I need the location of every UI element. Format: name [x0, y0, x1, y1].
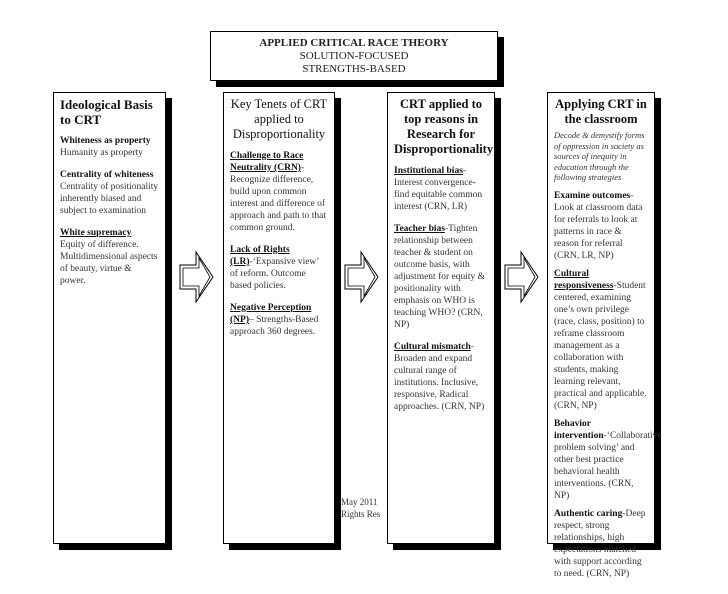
section-body: ‘Expansive view’ of reform. Outcome based policies. [230, 257, 319, 291]
section-body: Broaden and expand cultural range of institutions. Inclusive, responsive, Radical approaches. (CRN, NP) [394, 354, 485, 412]
column-2-title: Key Tenets of CRT applied to Disproportionality [230, 97, 328, 141]
section-np [230, 302, 328, 338]
section-body: Student centered, examining one’s own privilege (race, class, position) to reframe classroom management as a collaboration with students, making learning relevant, practical and applicable. (CRN, NP) [554, 280, 647, 411]
section-heading: Behavior intervention [554, 418, 604, 441]
section-body: ‘Collaborative problem solving’ and other best practice behavioral health interventions. (CRN, NP) [554, 430, 662, 501]
section-heading: Cultural responsiveness [554, 268, 614, 291]
section-dash: - [462, 166, 467, 176]
column-ideological-basis [53, 92, 166, 544]
section-heading: Centrality of whiteness [60, 170, 154, 180]
column-3-title: CRT applied to top reasons in Research for Disproportionality [394, 97, 494, 156]
section-dash: - [603, 430, 607, 441]
footer-date: May 2011 [341, 497, 378, 507]
header-subtitle-1: SOLUTION-FOCUSED [299, 50, 409, 62]
section-body: Tighten relationship between teacher & student on outcome basis, with adjustment for equity & positionality with emphasis on WHO is teaching WHO? (CRN, NP) [394, 224, 486, 330]
column-4-title: Applying CRT in the classroom [555, 97, 647, 126]
arrow-right-icon [180, 252, 214, 302]
section-heading: Challenge to Race Neutrality (CRN) [230, 151, 304, 173]
header-title: APPLIED CRITICAL RACE THEORY [259, 37, 449, 49]
section-heading: Examine outcomes [554, 190, 631, 201]
section-whiteness-property [60, 135, 159, 159]
section-dash: - [622, 508, 626, 519]
section-heading: Cultural mismatch [394, 342, 471, 352]
section-dash: - [613, 280, 617, 291]
arrow-right-icon [505, 252, 539, 302]
section-teacher-bias [394, 223, 488, 331]
section-heading: Institutional bias [394, 166, 463, 176]
header-box [210, 31, 498, 81]
section-cultural-mismatch [394, 341, 488, 413]
section-behavior-intervention [554, 418, 662, 502]
column-1-title: Ideological Basis to CRT [60, 97, 153, 127]
column-crt-research [387, 92, 495, 544]
footer-text [341, 496, 380, 520]
section-institutional-bias [394, 165, 488, 213]
section-authentic-caring [554, 508, 648, 580]
section-heading: Lack of Rights (LR) [230, 245, 290, 267]
section-body: Look at classroom data for referrals to look at patterns in race & reason for referral (CRN, LR, NP) [554, 202, 643, 261]
section-body: Equity of difference. Multidimensional aspects of beauty, virtue & power. [60, 240, 158, 286]
column-4-intro: Decode & demystify forms of oppression in society as sources of inequity in education through the following strategies [554, 130, 645, 182]
section-body: Interest convergence-find equitable common interest (CRN, LR) [394, 178, 483, 212]
section-body: Strengths-Based approach 360 degrees. [230, 315, 319, 337]
section-body: Deep respect, strong relationships, high expectations matched with support according to need. (CRN, NP) [554, 508, 646, 579]
section-heading: Whiteness as property [60, 136, 151, 146]
section-heading: Teacher bias [394, 224, 445, 234]
section-centrality-whiteness [60, 169, 159, 217]
arrow-right-icon [345, 252, 379, 302]
footer-rights: Rights Res [341, 509, 381, 519]
section-body: Centrality of positionality inherently biased and subject to examination [60, 182, 159, 216]
section-dash: - [249, 257, 253, 267]
header-subtitle-2: STRENGTHS-BASED [302, 63, 406, 75]
section-body: Recognize difference, build upon common interest and difference of approach and path to that common ground. [230, 175, 327, 233]
section-heading: Authentic caring [554, 508, 623, 519]
column-key-tenets [223, 92, 335, 544]
section-heading: White supremacy [60, 228, 132, 238]
section-white-supremacy [60, 227, 159, 287]
section-dash: - [470, 342, 474, 352]
section-dash: – [249, 315, 257, 325]
section-heading: Negative Perception (NP) [230, 303, 312, 325]
section-dash: - [630, 190, 634, 201]
section-lr [230, 244, 328, 292]
section-dash: - [300, 163, 305, 173]
column-applying-crt [547, 92, 662, 579]
section-examine-outcomes [554, 190, 648, 262]
section-dash: - [444, 224, 449, 234]
section-body: Humanity as property [60, 148, 143, 158]
section-cultural-responsiveness [554, 268, 648, 412]
section-crn [230, 150, 328, 234]
